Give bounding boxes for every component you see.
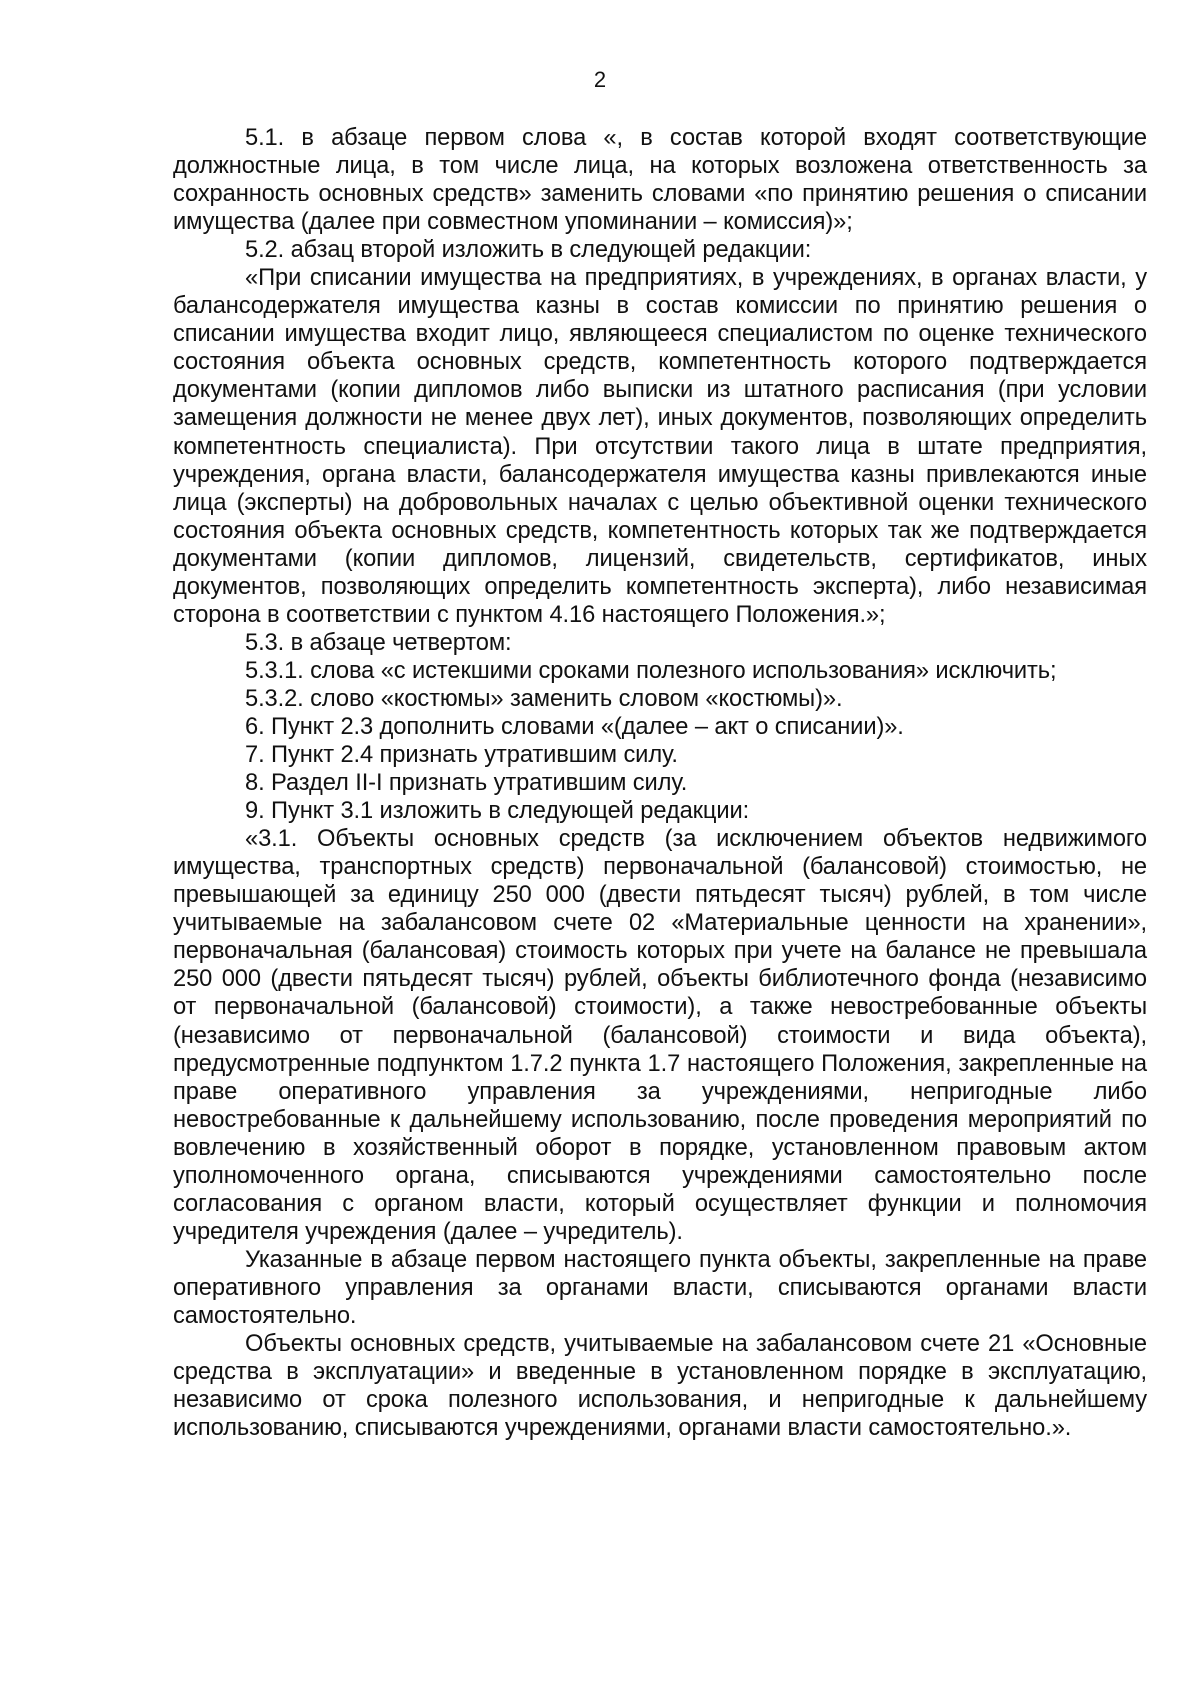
paragraph-5-2-text: «При списании имущества на предприятиях, в учреждениях, в органах власти, у балансодержателя имущества казны в состав комиссии по принятию решения о списании имущества входит лицо, являющееся специалистом по оценке технического состояния объекта основных средств, компетентность которого подтверждается документами (копии дипломов либо выписки из штатного расписания (при условии замещения должности не менее двух лет), иных документов, позволяющих определить компетентность специалиста). При отсутствии такого лица в штате предприятия, учреждения, органа власти, балансодержателя имущества казны привлекаются иные лица (эксперты) на добровольных началах с целью объективной оценки технического состояния объекта основных средств, компетентность которых так же подтверждается документами (копии дипломов, лицензий, свидетельств, сертификатов, иных документов, позволяющих определить компетентность эксперта), либо независимая сторона в соответствии с пунктом 4.16 настоящего Положения.»; [173, 265, 1147, 628]
paragraph-6: 6. Пункт 2.3 дополнить словами «(далее – акт о списании)». [245, 713, 904, 740]
paragraph-3-1-second: Указанные в абзаце первом настоящего пункта объекты, закрепленные на праве оперативного управления за органами власти, списываются органами власти самостоятельно. [173, 1246, 1147, 1329]
paragraph-5-3: 5.3. в абзаце четвертом: [245, 629, 512, 656]
paragraph-7: 7. Пункт 2.4 признать утратившим силу. [245, 742, 678, 769]
paragraph-3-1-text: «3.1. Объекты основных средств (за исключением объектов недвижимого имущества, транспортных средств) первоначальной (балансовой) стоимостью, не превышающей за единицу 250 000 (двести пятьдесят тысяч) рублей, в том числе учитываемые на забалансовом счете 02 «Материальные ценности на хранении», первоначальная (балансовая) стоимость которых при учете на балансе не превышала 250 000 (двести пятьдесят тысяч) рублей, объекты библиотечного фонда (независимо от первоначальной (балансовой) стоимости), а также невостребованные объекты (независимо от первоначальной (балансовой) стоимости и вида объекта), предусмотренные подпунктом 1.7.2 пункта 1.7 настоящего Положения, закрепленные на праве оперативного управления за учреждениями, непригодные либо невостребованные к дальнейшему использованию, после проведения мероприятий по вовлечению в хозяйственный оборот в порядке, установленном правовым актом уполномоченного органа, списываются учреждениями самостоятельно после согласования с органом власти, который осуществляет функции и полномочия учредителя учреждения (далее – учредитель). [173, 826, 1147, 1245]
paragraph-5-1: 5.1. в абзаце первом слова «, в состав которой входят соответствующие должностные лица, в том числе лица, на которых возложена ответственность за сохранность основных средств» заменить словами «по принятию решения о списании имущества (далее при совместном упоминании – комиссия)»; [173, 125, 1147, 236]
paragraph-8: 8. Раздел II-I признать утратившим силу. [245, 770, 688, 797]
page-number: 2 [593, 67, 607, 92]
paragraph-5-2: 5.2. абзац второй изложить в следующей редакции: [245, 237, 812, 264]
paragraph-3-1-third: Объекты основных средств, учитываемые на забалансовом счете 21 «Основные средства в эксплуатации» и введенные в установленном порядке в эксплуатацию, независимо от срока полезного использования, и непригодные к дальнейшему использованию, списываются учреждениями, органами власти самостоятельно.». [173, 1331, 1147, 1442]
document-body [173, 124, 1147, 1442]
paragraph-5-3-1: 5.3.1. слова «с истекшими сроками полезного использования» исключить; [245, 657, 1057, 684]
paragraph-5-3-2: 5.3.2. слово «костюмы» заменить словом «костюмы)». [245, 685, 843, 712]
paragraph-9: 9. Пункт 3.1 изложить в следующей редакции: [245, 798, 750, 825]
